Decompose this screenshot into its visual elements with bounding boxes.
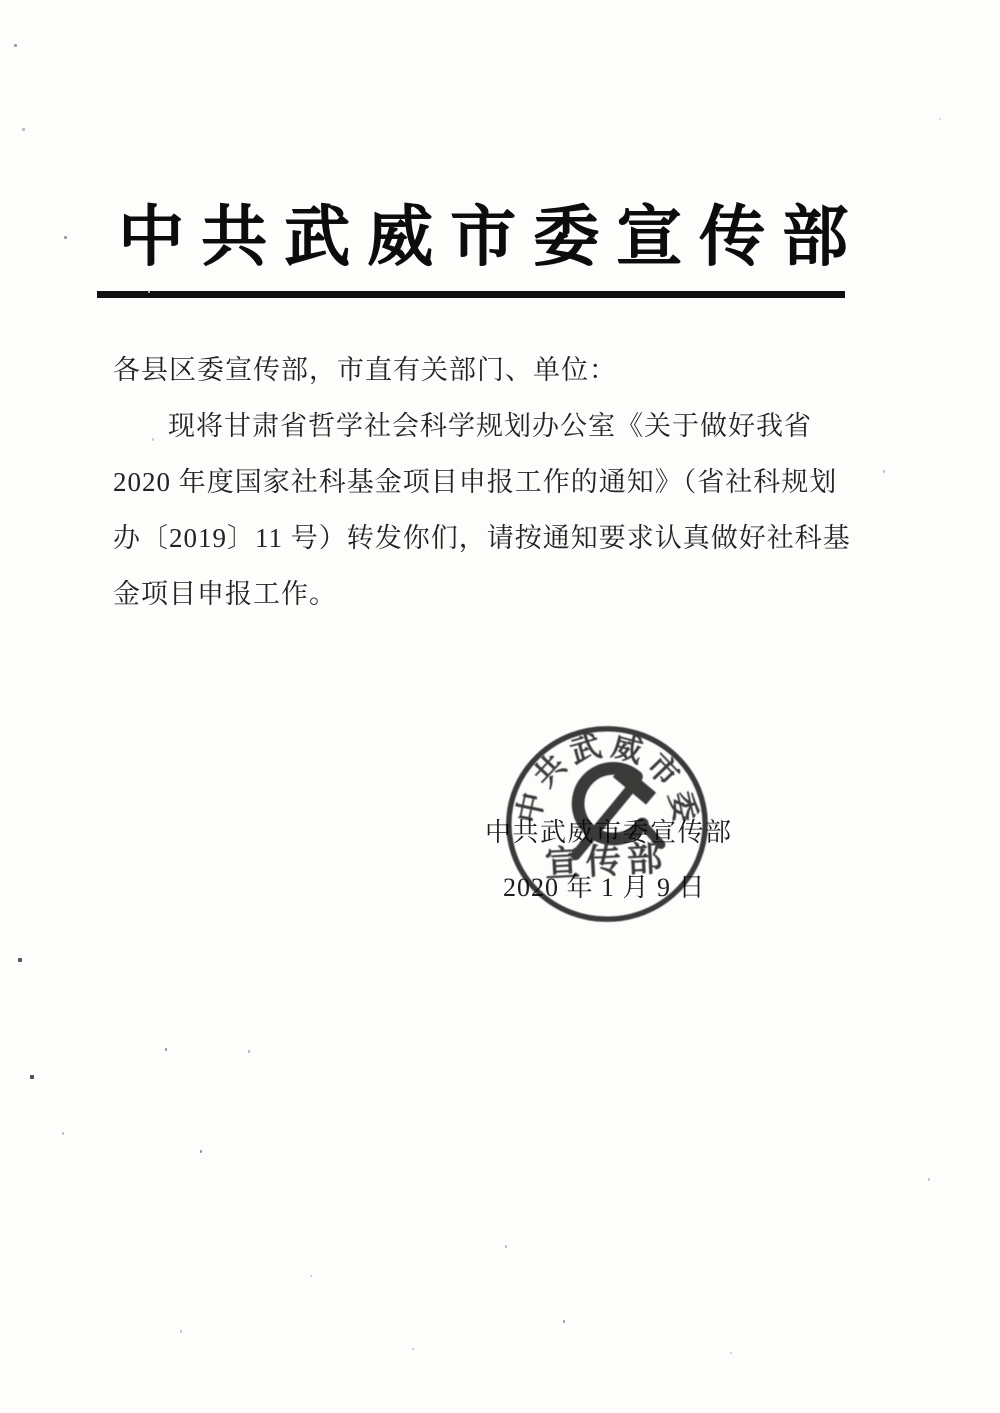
- paragraph-line: 2020 年度国家社科基金项目申报工作的通知》（省社科规划: [113, 467, 838, 497]
- letterhead-rule: [97, 291, 845, 298]
- scan-speck: [64, 236, 67, 239]
- seal-arc-char: 市: [639, 747, 686, 793]
- scan-speck: [505, 1245, 507, 1248]
- scan-speck: [22, 128, 25, 131]
- paragraph-line: 现将甘肃省哲学社会科学规划办公室《关于做好我省: [168, 411, 812, 441]
- scan-speck: [152, 438, 154, 441]
- seal-arc-char: 委: [662, 787, 703, 826]
- paragraph-line: 金项目申报工作。: [113, 579, 337, 609]
- signature-org: 中共武威市委宣传部: [485, 818, 733, 847]
- seal-arc-char: 中: [511, 789, 551, 827]
- scan-speck: [310, 1275, 312, 1277]
- scan-speck: [200, 1150, 202, 1153]
- seal-arc-char: 武: [566, 728, 605, 771]
- scan-speck: [30, 1075, 34, 1079]
- seal-bottom-text: 宣传部: [543, 838, 670, 885]
- letterhead-title: 中共武威市委宣传部: [118, 201, 865, 274]
- salutation: 各县区委宣传部，市直有关部门、单位：: [113, 355, 617, 385]
- scan-speck: [148, 290, 150, 293]
- scan-speck: [165, 1048, 167, 1051]
- scan-speck: [62, 1132, 64, 1135]
- signature-date: 2020 年 1 月 9 日: [503, 873, 706, 902]
- scan-speck: [14, 44, 17, 47]
- scan-speck: [563, 1320, 565, 1323]
- letter-body: [113, 342, 858, 622]
- scan-speck: [18, 958, 22, 962]
- seal-arc-char: 共: [527, 748, 574, 794]
- scan-speck: [180, 1330, 182, 1333]
- paragraph-line: 办〔2019〕11 号）转发你们，请按通知要求认真做好社科基: [113, 523, 851, 553]
- scan-speck: [939, 118, 941, 120]
- scan-speck: [412, 1348, 414, 1350]
- scan-speck: [883, 470, 885, 473]
- scan-speck: [928, 1178, 930, 1181]
- official-seal: [496, 716, 718, 932]
- scan-speck: [248, 1050, 250, 1053]
- seal-arc-char: 威: [608, 728, 647, 770]
- scan-speck: [730, 1352, 732, 1354]
